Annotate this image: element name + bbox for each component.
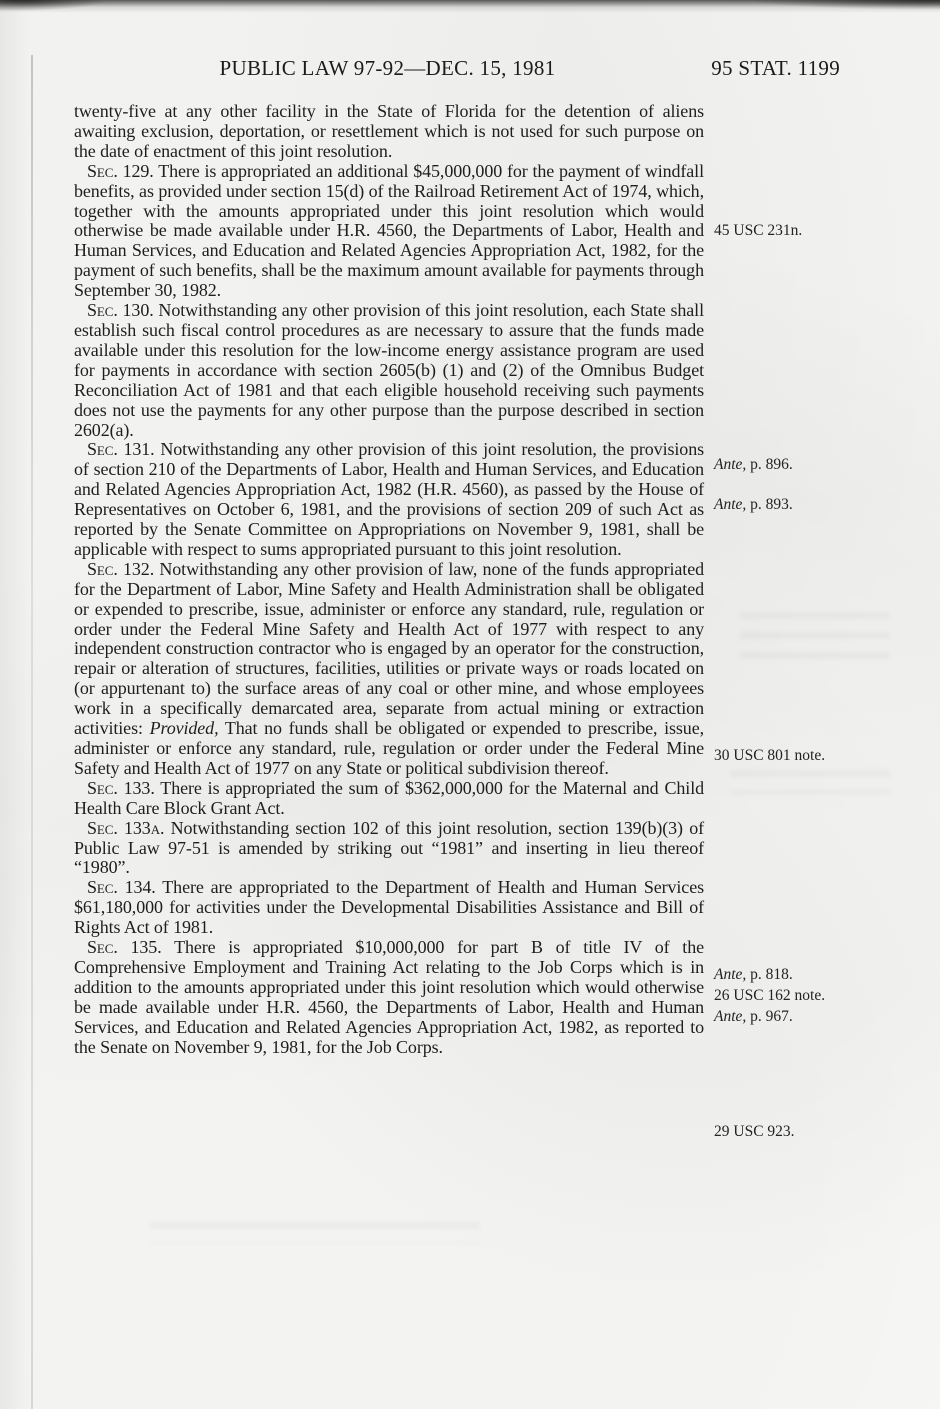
paragraph-continuation <box>74 102 704 162</box>
paragraph-text: There is appropriated $10,000,000 for part B of title IV of the Comprehensive Employment and Training Act relating to the Job Corps which is in addition to the amounts appropriated under this joint resolution which would otherwise be made available under H.R. 4560, the Departments of Labor, Health and Human Services, and Education and Related Agencies Appropriation Act, 1982, as reported to the Senate on November 9, 1981, for the Job Corps. <box>74 937 704 1057</box>
margin-note-ante <box>714 1008 894 1026</box>
margin-note-usc <box>714 222 894 240</box>
margin-note-text: 29 USC 923. <box>714 1123 795 1140</box>
margin-note-text: 45 USC 231n. <box>714 222 803 239</box>
paragraph-sec-130 <box>74 301 704 440</box>
paragraph-sec-132 <box>74 560 704 779</box>
margin-note-text: 30 USC 801 note. <box>714 747 826 764</box>
proviso-italic: Provided, <box>149 718 219 739</box>
section-label: Sec. 130. <box>87 300 154 321</box>
paragraph-text: There are appropriated to the Department of Health and Human Services $61,180,000 for activities under the Developmental Disabilities Assistance and Bill of Rights Act of 1981. <box>74 877 704 938</box>
section-label: Sec. 135. <box>87 937 162 958</box>
paragraph-sec-129 <box>74 162 704 301</box>
margin-note-italic: Ante, <box>714 456 747 473</box>
margin-note-ante <box>714 966 894 984</box>
binding-line-artifact <box>31 55 33 1409</box>
margin-note-italic: Ante, <box>714 496 747 513</box>
paragraph-text: There is appropriated the sum of $362,000,000 for the Maternal and Child Health Care Block Grant Act. <box>74 777 704 818</box>
bleedthrough-artifact <box>740 612 890 660</box>
section-label: Sec. 133. <box>87 777 155 798</box>
statutes-citation: 95 STAT. 1199 <box>711 56 840 80</box>
paragraph-text: Notwithstanding any other provision of law, none of the funds appropriated for the Department of Labor, Mine Safety and Health Administration shall be obligated or expended to prescribe, issue, administer or enforce any standard, rule, regulation or order under the Federal Mine Safety and Health Act of 1977 with respect to any independent construction contractor who is engaged by an operator for the construction, repair or alteration of structures, facilities, utilities or private ways or roads located on (or appurtenant to) the surface areas of any coal or other mine, and whose employees work in a specifically demarcated area, separate from actual mining or extraction activities: <box>74 558 704 739</box>
margin-note-italic: Ante, <box>714 1008 747 1025</box>
margin-note-text: p. 893. <box>746 496 793 513</box>
paragraph-text: Notwithstanding any other provision of this joint resolution, each State shall establish such fiscal control procedures as are necessary to assure that the funds made available under this resolution for the low-income energy assistance program are used for payments in accordance with section 2605(b) (1) and (2) of the Omnibus Budget Reconciliation Act of 1981 and that each eligible household receiving such payments does not use the payments for any other purpose than the purpose described in section 2602(a). <box>74 300 704 440</box>
paragraph-sec-133a <box>74 819 704 879</box>
body-text-column <box>74 102 704 1058</box>
page-header-title: PUBLIC LAW 97-92—DEC. 15, 1981 <box>219 56 556 80</box>
paragraph-text: twenty-five at any other facility in the State of Florida for the detention of aliens awaiting exclusion, deportation, or resettlement which is not used for such purpose on the date of enactment of this joint resolution. <box>74 101 704 161</box>
margin-note-usc <box>714 1123 894 1141</box>
paragraph-text: There is appropriated an additional $45,000,000 for the payment of windfall benefits, as provided under section 15(d) of the Railroad Retirement Act of 1974, which, together with the amounts appropriated under this joint resolution which would otherwise be made available under H.R. 4560, the Departments of Labor, Health and Human Services, and Education and Related Agencies Appropriation Act, 1982, for the payment of such benefits, shall be the maximum amount available for payments through September 30, 1982. <box>74 160 704 301</box>
margin-note-usc <box>714 987 894 1005</box>
paragraph-text: Notwithstanding any other provision of this joint resolution, the provisions of section 210 of the Departments of Labor, Health and Human Services, and Education and Related Agencies Appropriation Act, 1982 (H.R. 4560), as passed by the House of Representatives on October 6, 1981, and the provisions of section 209 of such Act as reported by the Senate Committee on Appropriations on November 9, 1981, shall be applicable with respect to sums appropriated pursuant to this joint resolution. <box>74 439 704 559</box>
section-label: Sec. 129. <box>87 160 154 181</box>
margin-note-italic: Ante, <box>714 966 747 983</box>
bleedthrough-artifact <box>730 770 890 794</box>
section-label: Sec. 133a. <box>87 817 165 838</box>
paragraph-sec-135 <box>74 938 704 1057</box>
section-label: Sec. 134. <box>87 877 156 898</box>
margin-note-text: 26 USC 162 note. <box>714 987 826 1004</box>
margin-note-ante <box>714 496 894 514</box>
margin-note-ante <box>714 456 894 474</box>
paragraph-sec-133 <box>74 779 704 819</box>
paragraph-text: That no funds shall be obligated or expended to prescribe, issue, administer or enforce any standard, rule, regulation or order under the Federal Mine Safety and Health Act of 1977 on any State or political subdivision thereof. <box>74 718 705 778</box>
paragraph-sec-134 <box>74 878 704 938</box>
paragraph-text: Notwithstanding section 102 of this joint resolution, section 139(b)(3) of Public Law 97-51 is amended by striking out “1981” and inserting in lieu thereof “1980”. <box>74 817 705 878</box>
margin-note-text: p. 818. <box>746 966 793 983</box>
scan-top-edge-artifact <box>0 0 940 13</box>
bleedthrough-artifact <box>150 1222 480 1244</box>
paragraph-sec-131 <box>74 440 704 559</box>
margin-note-text: p. 967. <box>746 1008 793 1025</box>
section-label: Sec. 131. <box>87 439 155 460</box>
margin-note-text: p. 896. <box>746 456 793 473</box>
section-label: Sec. 132. <box>87 558 155 579</box>
binding-shadow <box>0 0 30 1409</box>
margin-note-usc <box>714 747 894 765</box>
